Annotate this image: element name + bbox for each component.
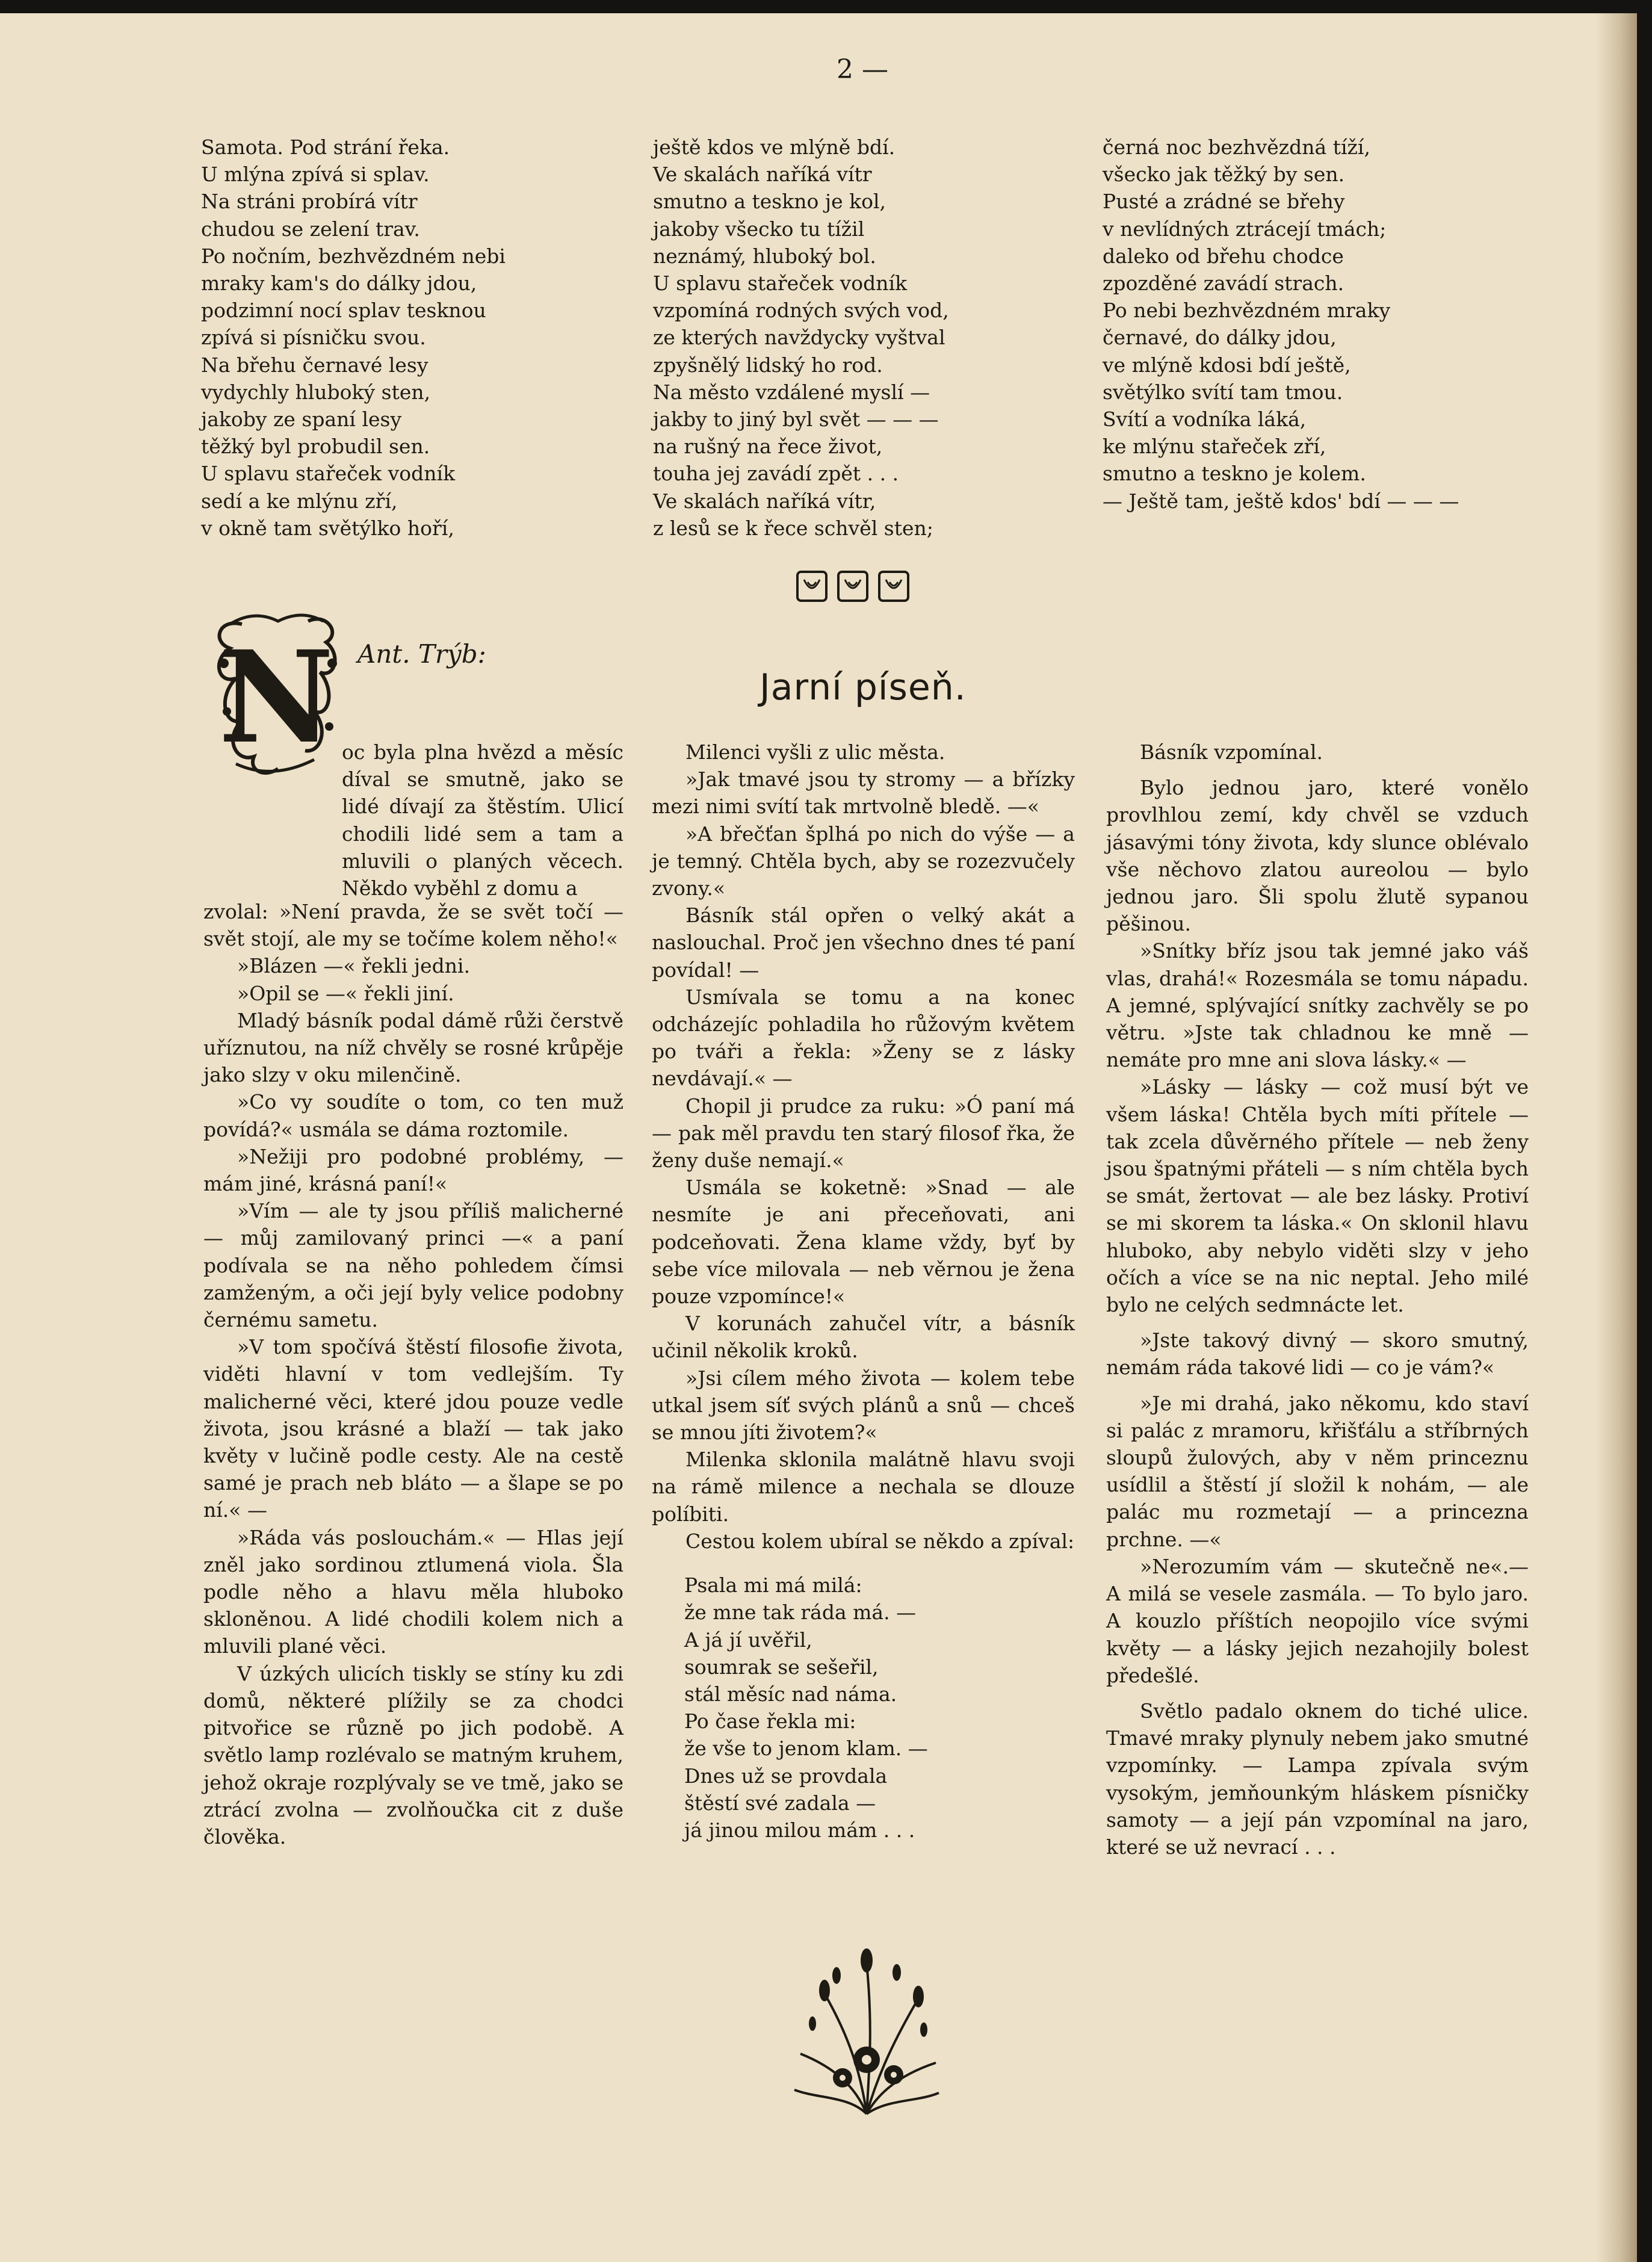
story-paragraph: Milenci vyšli z ulic města. <box>685 740 945 764</box>
poem-line: Na město vzdálené myslí — <box>653 380 930 404</box>
inner-poem-line: že vše to jenom klam. — <box>684 1737 928 1761</box>
poem-line: vydychly hluboký sten, <box>201 380 431 404</box>
poem-line: — Ještě tam, ještě kdos' bdí — — — <box>1103 489 1459 513</box>
poem-line: černavé, do dálky jdou, <box>1103 326 1337 350</box>
poem-line: zpívá si písničku svou. <box>201 326 426 350</box>
poem-line: Ve skalách naříká vítr <box>653 163 872 187</box>
story-paragraph: V korunách zahučel vítr, a básník učinil několik kroků. <box>652 1312 1075 1363</box>
story-paragraph: »Vím — ale ty jsou příliš malicherné — můj zamilovaný princi —« a paní podívala se na něho pohledem čímsi zamženým, a oči její byly velice podobny černému sametu. <box>203 1199 623 1332</box>
story-paragraph: oc byla plna hvězd a měsíc díval se smutně, jako se lidé dívají za štěstím. Ulicí chodili lidé sem a tam a mluvili o planých věcech. Někdo vyběhl z domu a <box>342 740 623 900</box>
poem-line: U splavu stařeček vodník <box>653 271 908 296</box>
ornament-icon <box>796 570 828 603</box>
poem-line: U mlýna zpívá si splav. <box>201 163 430 187</box>
story-paragraph: Básník vzpomínal. <box>1140 740 1323 764</box>
story-paragraph: »Lásky — lásky — což musí být ve všem láska! Chtěla bych míti přítele — tak zcela důvěrného přítele — neb ženy jsou špatnými přáteli — s ním chtěla bych se smát, žertovat — ale bez lásky. Protiví se mi skorem ta láska.« On sklonil hlavu hluboko, aby nebylo viděti slzy v jeho očích a více se na nic neptal. Jeho milé bylo ne celých sedmnácte let. <box>1106 1075 1529 1317</box>
poem-line: Po nočním, bezhvězdném nebi <box>201 244 506 268</box>
poem-line: těžký byl probudil sen. <box>201 435 430 459</box>
story-paragraph: Milenka sklonila malátně hlavu svoji na rámě milence a nechala se dlouze políbiti. <box>652 1448 1075 1526</box>
story-paragraph: »Ráda vás poslouchám.« — Hlas její zněl jako sordinou ztlumená viola. Šla podle něho a hlavu měla hluboko skloněnou. A lidé chodili kolem nich a mluvili plané věci. <box>203 1525 623 1658</box>
poem-line: podzimní nocí splav tesknou <box>201 299 486 323</box>
poem-column-3 <box>1103 134 1560 515</box>
inner-poem-line: Psala mi má milá: <box>684 1573 862 1597</box>
story-paragraph: V úzkých ulicích tiskly se stíny ku zdi domů, některé plížily se za chodci pitvořice se různě po jich podobě. A světlo lamp rozlévalo se matným kruhem, jehož okraje rozplývaly se ve tmě, jako se ztrácí zvolna — zvolňoučka cit z duše člověka. <box>203 1661 623 1848</box>
poem-line: ke mlýnu stařeček zří, <box>1103 435 1326 459</box>
ornament-icon <box>837 570 869 603</box>
poem-line: Na břehu černavé lesy <box>201 353 428 377</box>
story-column-3 <box>1106 739 1529 1861</box>
story-paragraph: Mladý básník podal dámě růži čerstvě uříznutou, na níž chvěly se rosné krůpěje jako slzy v oku milenčině. <box>203 1008 623 1087</box>
inner-poem-line: že mne tak ráda má. — <box>684 1600 917 1625</box>
dropcap-ornament <box>206 606 347 781</box>
story-paragraph: Usmívala se tomu a na konec odcházejíc pohladila ho růžovým květem po tváři a řekla: »Ženy se z lásky nevdávají.« — <box>652 985 1075 1091</box>
inner-poem-line: stál měsíc nad náma. <box>684 1682 897 1706</box>
poem-column-1 <box>201 134 634 542</box>
story-paragraph: »Nerozumím vám — skutečně ne«.— A milá se vesele zasmála. — To bylo jaro. A kouzlo příštích neopojilo více svými květy — a lásky jejich nezahojily bolest předešlé. <box>1106 1554 1529 1687</box>
story-paragraph: Bylo jednou jaro, které vonělo provlhlou zemí, kdy chvěl se vzduch jásavými tóny života, kdy slunce oblévalo vše něchovo zlatou aureolou — bylo jednou jaro. Šli spolu žlutě sypanou pěšinou. <box>1106 776 1529 936</box>
newspaper-page <box>0 13 1637 2262</box>
story-paragraph: »Blázen —« řekli jedni. <box>237 954 471 978</box>
poem-line: jakby to jiný byl svět — — — <box>653 407 939 432</box>
page-edge-shadow <box>1595 13 1637 2262</box>
poem-line: zpozděné zavádí strach. <box>1103 271 1344 296</box>
poem-line: na rušný na řece život, <box>653 435 883 459</box>
story-paragraph: »Je mi drahá, jako někomu, kdo staví si palác z mramoru, křišťálu a stříbrných sloupů žulových, aby v něm princeznu usídlil a štěstí jí složil k nohám, — ale palác mu rozmetají — a princezna prchne. —« <box>1106 1391 1529 1551</box>
poem-line: v okně tam světýlko hoří, <box>201 516 454 540</box>
poem-column-2 <box>653 134 1086 542</box>
poem-line: Po nebi bezhvězdném mraky <box>1103 299 1391 323</box>
poem-line: všecko jak těžký by sen. <box>1103 163 1345 187</box>
poem-line: smutno a teskno je kolem. <box>1103 462 1366 486</box>
poem-line: ze kterých navždycky vyštval <box>653 326 945 350</box>
poem-line: vzpomíná rodných svých vod, <box>653 299 949 323</box>
flower-vignette <box>776 1939 957 2120</box>
story-paragraph: »Opil se —« řekli jiní. <box>237 981 454 1005</box>
story-paragraph: Usmála se koketně: »Snad — ale nesmíte je ani přeceňovati, ani podceňovati. Žena klame vždy, byť by sebe více milovala — neb věrnou je žena pouze vzpomínce!« <box>652 1176 1075 1309</box>
poem-line: chudou se zelení trav. <box>201 217 420 241</box>
inner-poem-line: Po čase řekla mi: <box>684 1709 856 1734</box>
inner-poem <box>684 1572 1075 1844</box>
story-paragraph: »Nežiji pro podobné problémy, — mám jiné, krásná paní!« <box>203 1144 623 1196</box>
inner-poem-line: A já jí uvěřil, <box>684 1628 812 1652</box>
poem-line: daleko od břehu chodce <box>1103 244 1344 268</box>
poem-line: Samota. Pod strání řeka. <box>201 135 450 159</box>
page-number: 2 — <box>837 54 888 85</box>
story-column-1-lead <box>342 739 623 902</box>
inner-poem-line: Dnes už se provdala <box>684 1764 888 1788</box>
story-paragraph: »Co vy soudíte o tom, co ten muž povídá?« usmála se dáma roztomile. <box>203 1090 623 1141</box>
story-title: Jarní píseň. <box>759 666 967 708</box>
story-paragraph: »A břečťan šplhá po nich do výše — a je temný. Chtěla bych, aby se rozezvučely zvony.« <box>652 822 1075 900</box>
story-paragraph: Cestou kolem ubíral se někdo a zpíval: <box>685 1529 1075 1553</box>
poem-line: U splavu stařeček vodník <box>201 462 456 486</box>
poem-line: jakoby všecko tu tížil <box>653 217 865 241</box>
poem-line: světýlko svítí tam tmou. <box>1103 380 1343 404</box>
poem-line: černá noc bezhvězdná tíží, <box>1103 135 1370 159</box>
poem-line: ve mlýně kdosi bdí ještě, <box>1103 353 1351 377</box>
dropcap-letter: N <box>218 623 334 772</box>
story-paragraph: »V tom spočívá štěstí filosofie života, viděti hlavní v tom vedlejším. Ty malicherné věci, které jdou pouze vedle života, jsou krásné a blaží — tak jako květy v lučině podle cesty. Ale na cestě samé je prach neb bláto — a šlape se po ní.« — <box>203 1335 623 1522</box>
story-paragraph: Básník stál opřen o velký akát a naslouchal. Proč jen všechno dnes té paní povídal! — <box>652 903 1075 982</box>
poem-line: neznámý, hluboký bol. <box>653 244 876 268</box>
story-column-2 <box>652 739 1075 1844</box>
inner-poem-line: štěstí své zadala — <box>684 1791 876 1815</box>
story-paragraph: Chopil ji prudce za ruku: »Ó paní má — pak měl pravdu ten starý filosof řka, že ženy duše nemají.« <box>652 1094 1075 1173</box>
poem-line: smutno a teskno je kol, <box>653 190 886 214</box>
story-paragraph: Světlo padalo oknem do tiché ulice. Tmavé mraky plynuly nebem jako smutné vzpomínky. — Lampa zpívala svým vysokým, jemňounkým hláskem písničky samoty — a její pán vzpomínal na jaro, které se už nevrací . . . <box>1106 1699 1529 1859</box>
section-divider <box>796 570 934 604</box>
poem-line: mraky kam's do dálky jdou, <box>201 271 477 296</box>
poem-line: sedí a ke mlýnu zří, <box>201 489 398 513</box>
poem-line: Svítí a vodníka láká, <box>1103 407 1307 432</box>
story-paragraph: »Jsi cílem mého života — kolem tebe utkal jsem síť svých plánů a snů — chceš se mnou jíti životem?« <box>652 1366 1075 1445</box>
poem-line: zpyšnělý lidský ho rod. <box>653 353 883 377</box>
story-column-1 <box>203 898 623 1850</box>
story-paragraph: »Snítky bříz jsou tak jemné jako váš vlas, drahá!« Rozesmála se tomu nápadu. A jemné, splývající snítky zachvěly se po větru. »Jste tak chladnou ke mně — nemáte pro mne ani slova lásky.« — <box>1106 939 1529 1072</box>
poem-line: z lesů se k řece schvěl sten; <box>653 516 933 540</box>
inner-poem-line: soumrak se sešeřil, <box>684 1655 879 1679</box>
poem-line: ještě kdos ve mlýně bdí. <box>653 135 896 159</box>
story-column-2-paragraphs <box>652 739 1075 1555</box>
ornament-icon <box>877 570 910 603</box>
poem-line: Pusté a zrádné se břehy <box>1103 190 1345 214</box>
poem-line: touha jej zavádí zpět . . . <box>653 462 899 486</box>
story-author: Ant. Trýb: <box>357 639 486 669</box>
story-paragraph: »Jste takový divný — skoro smutný, nemám ráda takové lidi — co je vám?« <box>1106 1328 1529 1380</box>
story-paragraph: zvolal: »Není pravda, že se svět točí — svět stojí, ale my se točíme kolem něho!« <box>203 900 623 951</box>
poem-line: Ve skalách naříká vítr, <box>653 489 876 513</box>
poem-line: v nevlídných ztrácejí tmách; <box>1103 217 1387 241</box>
inner-poem-line: já jinou milou mám . . . <box>684 1818 915 1842</box>
poem-line: Na stráni probírá vítr <box>201 190 418 214</box>
story-paragraph: »Jak tmavé jsou ty stromy — a břízky mezi nimi svítí tak mrtvolně bledě. —« <box>652 767 1075 819</box>
poem-line: jakoby ze spaní lesy <box>201 407 402 432</box>
